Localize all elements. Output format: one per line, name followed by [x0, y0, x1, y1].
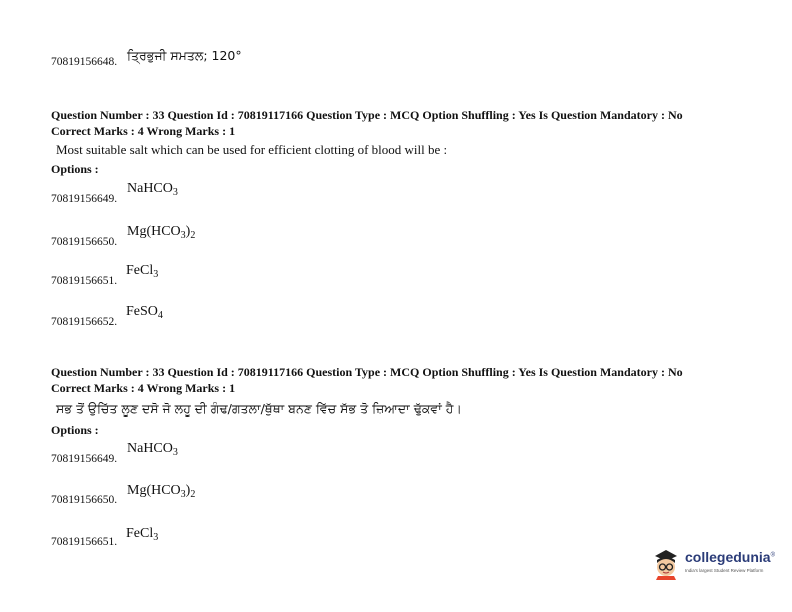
- brand-tagline: India's largest Student Review Platform: [685, 568, 764, 573]
- option-text: NaHCO$_3$: [127, 441, 178, 458]
- marks-line: Correct Marks : 4 Wrong Marks : 1: [51, 124, 236, 138]
- option-id: 70819156648.: [51, 56, 118, 68]
- question-header: Question Number : 33 Question Id : 70819117166 Question Type : MCQ Option Shuffling : Yes Is Question Mandatory : No: [51, 108, 683, 122]
- options-label: Options :: [51, 162, 99, 176]
- option-id: 70819156651.: [51, 536, 118, 548]
- option-id: 70819156650.: [51, 494, 118, 506]
- student-mascot-icon: [652, 546, 680, 580]
- options-label: Options :: [51, 423, 99, 437]
- option-id: 70819156649.: [51, 453, 118, 465]
- option-text: FeCl$_3$: [126, 526, 159, 543]
- option-text: FeSO$_4$: [126, 304, 163, 321]
- collegedunia-logo: [652, 546, 784, 582]
- option-text: $Mg(HCO_3)_2$: [127, 224, 196, 241]
- option-id: 70819156650.: [51, 236, 118, 248]
- question-text: ਸਭ ਤੋਂ ਉਚਿੱਤ ਲੂਣ ਦਸੋ ਜੋ ਲਹੂ ਦੀ ਗੰਢ/ਗਤਲਾ/ਥੁੱਥਾ ਬਨਣ ਵਿੱਚ ਸੱਭ ਤੋ ਜ਼ਿਆਦਾ ਢੁੱਕਵਾਂ ਹੈ।: [56, 401, 462, 416]
- question-text: Most suitable salt which can be used for efficient clotting of blood will be :: [56, 142, 448, 157]
- option-text: ਤ੍ਰਿਭੁਜੀ ਸਮਤਲ; 120°: [127, 48, 242, 63]
- option-id: 70819156649.: [51, 193, 118, 205]
- option-text: FeCl$_3$: [126, 263, 159, 280]
- question-header: Question Number : 33 Question Id : 70819117166 Question Type : MCQ Option Shuffling : Yes Is Question Mandatory : No: [51, 365, 683, 379]
- option-id: 70819156651.: [51, 275, 118, 287]
- option-id: 70819156652.: [51, 316, 118, 328]
- brand-name: collegedunia®: [685, 549, 775, 565]
- option-text: $Mg(HCO_3)_2$: [127, 483, 196, 500]
- option-text: NaHCO$_3$: [127, 181, 178, 198]
- marks-line: Correct Marks : 4 Wrong Marks : 1: [51, 381, 236, 395]
